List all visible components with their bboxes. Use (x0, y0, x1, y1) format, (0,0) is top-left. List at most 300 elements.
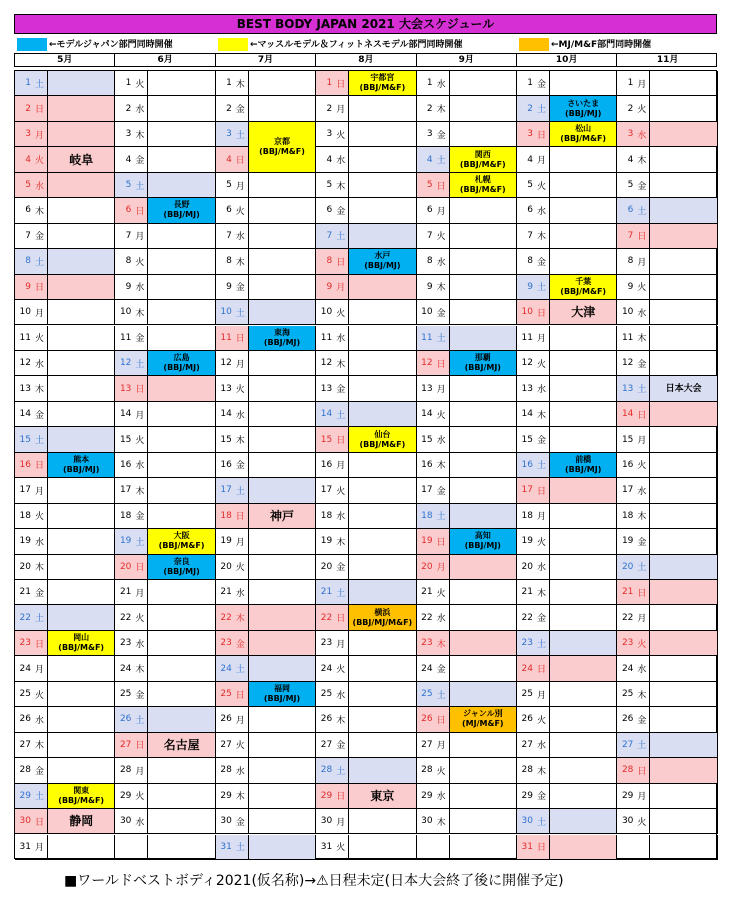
weekday-label: 木 (436, 817, 446, 828)
empty-cell (349, 682, 416, 707)
date-cell (115, 351, 148, 376)
weekday-label: 木 (135, 486, 145, 497)
date-cell (617, 376, 650, 401)
date-cell (617, 351, 650, 376)
date-cell (517, 224, 550, 249)
day-number: 11 (320, 332, 333, 343)
day-number: 14 (521, 409, 533, 420)
day-number: 9 (226, 281, 232, 292)
weekday-label: 木 (637, 156, 647, 167)
event-categories: (BBJ/MJ) (263, 694, 301, 704)
date-cell (15, 835, 48, 860)
weekday-label: 水 (336, 156, 346, 167)
empty-cell (650, 656, 717, 681)
day-number: 8 (627, 256, 634, 267)
empty-cell (249, 224, 316, 249)
empty-cell (349, 631, 416, 656)
empty-cell (550, 198, 617, 223)
empty-cell (550, 326, 617, 351)
date-cell (216, 453, 249, 478)
event-cell (249, 326, 316, 351)
date-cell (417, 504, 450, 529)
weekday-label: 土 (35, 257, 45, 268)
day-number: 27 (19, 739, 31, 750)
day-number: 9 (426, 281, 433, 292)
day-number: 17 (119, 485, 132, 496)
date-cell (216, 682, 249, 707)
date-cell (316, 733, 349, 758)
empty-cell (450, 300, 517, 325)
weekday-label: 日 (436, 359, 446, 370)
legend-swatch (519, 38, 549, 51)
weekday-label: 土 (235, 843, 245, 854)
empty-cell (48, 224, 115, 249)
weekday-label: 金 (637, 537, 647, 548)
day-number: 20 (320, 561, 333, 572)
day-number: 24 (521, 663, 533, 674)
date-cell (316, 656, 349, 681)
day-number: 2 (226, 103, 232, 114)
month-header-row (14, 53, 717, 67)
weekday-label: 土 (336, 410, 346, 421)
date-cell (216, 707, 249, 732)
weekday-label: 金 (537, 79, 547, 90)
day-number: 1 (527, 78, 533, 89)
date-cell (517, 605, 550, 630)
empty-cell (450, 605, 517, 630)
date-cell (15, 96, 48, 121)
empty-cell (550, 427, 617, 452)
day-number: 3 (627, 129, 634, 140)
weekday-label: 日 (637, 766, 647, 777)
empty-cell (550, 249, 617, 274)
event-cell (550, 275, 617, 300)
date-cell (115, 835, 148, 860)
day-number: 2 (125, 103, 132, 114)
day-number: 20 (19, 561, 31, 572)
empty-cell (349, 402, 416, 427)
weekday-label: 月 (637, 257, 647, 268)
date-cell (316, 631, 349, 656)
empty-cell (249, 631, 316, 656)
day-number: 14 (220, 409, 232, 420)
date-cell (115, 758, 148, 783)
weekday-label: 日 (235, 334, 245, 345)
date-cell (15, 351, 48, 376)
event-cell (349, 427, 416, 452)
empty-cell (550, 809, 617, 834)
day-number: 8 (527, 256, 533, 267)
weekday-label: 火 (637, 817, 647, 828)
day-number: 19 (320, 536, 333, 547)
empty-cell (148, 96, 215, 121)
date-cell (617, 402, 650, 427)
day-number: 30 (421, 816, 433, 827)
weekday-label: 土 (537, 639, 547, 650)
day-number: 3 (426, 129, 433, 140)
day-number: 6 (326, 205, 333, 216)
date-cell (115, 580, 148, 605)
date-cell (15, 605, 48, 630)
empty-cell (650, 529, 717, 554)
weekday-label: 水 (436, 436, 446, 447)
month-header: 7月 (216, 54, 316, 66)
empty-cell (650, 96, 717, 121)
weekday-label: 水 (135, 283, 145, 294)
weekday-label: 日 (235, 156, 245, 167)
event-cell (148, 198, 215, 223)
date-cell (617, 580, 650, 605)
weekday-label: 火 (537, 537, 547, 548)
empty-cell (349, 529, 416, 554)
date-cell (617, 605, 650, 630)
empty-cell (349, 351, 416, 376)
weekday-label: 月 (336, 817, 346, 828)
day-number: 2 (627, 103, 634, 114)
empty-cell (48, 733, 115, 758)
day-number: 16 (220, 459, 232, 470)
date-cell (517, 580, 550, 605)
day-number: 4 (226, 154, 232, 165)
date-cell (517, 71, 550, 96)
day-number: 9 (25, 281, 31, 292)
date-cell (115, 198, 148, 223)
empty-cell (349, 376, 416, 401)
empty-cell (650, 326, 717, 351)
weekday-label: 火 (235, 206, 245, 217)
day-number: 23 (421, 638, 433, 649)
calendar-grid (14, 70, 717, 859)
date-cell (316, 351, 349, 376)
weekday-label: 月 (35, 308, 45, 319)
day-number: 25 (220, 689, 232, 700)
month-header: 8月 (316, 54, 416, 66)
date-cell (517, 453, 550, 478)
weekday-label: 月 (235, 359, 245, 370)
day-number: 11 (19, 332, 31, 343)
empty-cell (249, 707, 316, 732)
date-cell (617, 478, 650, 503)
weekday-label: 木 (336, 359, 346, 370)
weekday-label: 日 (35, 461, 45, 472)
weekday-label: 火 (537, 715, 547, 726)
weekday-label: 火 (336, 843, 346, 854)
day-number: 21 (621, 587, 634, 598)
weekday-label: 木 (537, 232, 547, 243)
legend-label: ←MJ/M&F部門同時開催 (551, 40, 652, 50)
empty-cell (450, 249, 517, 274)
weekday-label: 金 (135, 156, 145, 167)
day-number: 5 (527, 180, 533, 191)
day-number: 25 (521, 689, 533, 700)
weekday-label: 月 (436, 385, 446, 396)
weekday-label: 木 (235, 614, 245, 625)
event-categories: (BBJ/MJ) (163, 363, 200, 373)
empty-cell (48, 707, 115, 732)
day-number: 3 (25, 129, 31, 140)
empty-cell (148, 402, 215, 427)
empty-cell (48, 275, 115, 300)
weekday-label: 金 (537, 257, 547, 268)
day-number: 10 (521, 307, 533, 318)
event-cell (450, 351, 517, 376)
day-number: 26 (320, 714, 333, 725)
date-cell (617, 529, 650, 554)
day-number: 9 (527, 281, 533, 292)
weekday-label: 月 (235, 181, 245, 192)
day-number: 21 (521, 587, 533, 598)
date-cell (216, 402, 249, 427)
day-number: 9 (326, 281, 333, 292)
weekday-label: 木 (235, 79, 245, 90)
day-number: 15 (621, 434, 634, 445)
empty-cell (650, 758, 717, 783)
event-categories: (BBJ/M&F) (359, 439, 406, 449)
weekday-label: 木 (135, 130, 145, 141)
weekday-label: 金 (35, 232, 45, 243)
day-number: 14 (320, 409, 333, 420)
day-number: 31 (521, 841, 533, 852)
date-cell (517, 326, 550, 351)
day-number: 24 (621, 663, 634, 674)
date-cell (316, 605, 349, 630)
event-categories: (BBJ/M&F) (459, 185, 506, 195)
empty-cell (450, 402, 517, 427)
date-cell (216, 758, 249, 783)
day-number: 11 (119, 332, 132, 343)
date-cell (617, 631, 650, 656)
day-number: 19 (119, 536, 132, 547)
empty-cell (349, 809, 416, 834)
date-cell (417, 580, 450, 605)
event-categories: (BBJ/M&F) (560, 134, 607, 144)
weekday-label: 火 (135, 79, 145, 90)
weekday-label: 水 (135, 105, 145, 116)
empty-cell (450, 427, 517, 452)
day-number: 16 (119, 459, 132, 470)
event-name: 東海 (273, 327, 290, 337)
date-cell (517, 682, 550, 707)
empty-cell (349, 504, 416, 529)
empty-cell (650, 555, 717, 580)
empty-cell (249, 580, 316, 605)
weekday-label: 土 (637, 563, 647, 574)
day-number: 23 (220, 638, 232, 649)
empty-cell (349, 173, 416, 198)
weekday-label: 火 (436, 232, 446, 243)
date-cell (517, 402, 550, 427)
empty-cell (48, 555, 115, 580)
date-cell (115, 631, 148, 656)
weekday-label: 日 (637, 410, 647, 421)
date-cell (115, 326, 148, 351)
empty-cell (450, 275, 517, 300)
footer-note: ■ワールドベストボディ2021(仮名称)→⚠日程未定(日本大会終了後に開催予定) (64, 873, 564, 889)
event-name: 前橋 (575, 454, 592, 464)
legend-swatch (218, 38, 248, 51)
weekday-label: 土 (537, 817, 547, 828)
day-number: 14 (119, 409, 132, 420)
weekday-label: 土 (336, 588, 346, 599)
date-cell (517, 275, 550, 300)
day-number: 28 (19, 765, 31, 776)
empty-cell (450, 326, 517, 351)
weekday-label: 月 (235, 715, 245, 726)
weekday-label: 日 (637, 588, 647, 599)
empty-cell (550, 555, 617, 580)
day-number: 3 (326, 129, 333, 140)
empty-cell (148, 376, 215, 401)
empty-cell (650, 605, 717, 630)
day-number: 8 (125, 256, 132, 267)
event-cell (349, 249, 416, 274)
weekday-label: 日 (537, 665, 547, 676)
date-cell (417, 96, 450, 121)
date-cell (15, 326, 48, 351)
weekday-label: 水 (436, 257, 446, 268)
date-cell (417, 605, 450, 630)
date-cell (517, 631, 550, 656)
date-cell (617, 326, 650, 351)
empty-cell (450, 733, 517, 758)
empty-cell (650, 173, 717, 198)
empty-cell (650, 707, 717, 732)
date-cell (617, 809, 650, 834)
day-number: 15 (220, 434, 232, 445)
date-cell (316, 758, 349, 783)
weekday-label: 土 (336, 766, 346, 777)
day-number: 10 (621, 307, 634, 318)
date-cell (417, 198, 450, 223)
day-number: 5 (226, 180, 232, 191)
day-number: 20 (220, 561, 232, 572)
date-cell (517, 758, 550, 783)
empty-cell (550, 478, 617, 503)
date-cell (617, 555, 650, 580)
date-cell (15, 529, 48, 554)
day-number: 16 (320, 459, 333, 470)
date-cell (115, 122, 148, 147)
date-cell (15, 784, 48, 809)
weekday-label: 月 (336, 283, 346, 294)
day-number: 29 (421, 790, 433, 801)
day-number: 8 (25, 256, 31, 267)
empty-cell (550, 376, 617, 401)
empty-cell (148, 453, 215, 478)
day-number: 25 (421, 689, 433, 700)
weekday-label: 月 (336, 639, 346, 650)
date-cell (316, 96, 349, 121)
weekday-label: 土 (235, 665, 245, 676)
date-cell (115, 275, 148, 300)
day-number: 4 (125, 154, 132, 165)
weekday-label: 月 (637, 79, 647, 90)
weekday-label: 火 (637, 105, 647, 116)
empty-cell (550, 656, 617, 681)
day-number: 21 (19, 587, 31, 598)
day-number: 29 (521, 790, 533, 801)
day-number: 12 (521, 358, 533, 369)
day-number: 24 (119, 663, 132, 674)
weekday-label: 金 (637, 181, 647, 192)
empty-cell (48, 122, 115, 147)
weekday-label: 火 (537, 359, 547, 370)
day-number: 29 (320, 790, 333, 801)
empty-cell (48, 656, 115, 681)
empty-cell (48, 758, 115, 783)
weekday-label: 火 (436, 766, 446, 777)
date-cell (15, 504, 48, 529)
empty-cell (550, 707, 617, 732)
empty-cell (550, 529, 617, 554)
date-cell (316, 224, 349, 249)
weekday-label: 月 (35, 665, 45, 676)
weekday-label: 火 (436, 410, 446, 421)
empty-cell (249, 656, 316, 681)
empty-cell (148, 580, 215, 605)
date-cell (417, 402, 450, 427)
date-cell (115, 555, 148, 580)
day-number: 5 (326, 180, 333, 191)
empty-cell (349, 580, 416, 605)
date-cell (216, 605, 249, 630)
event-name: 名古屋 (163, 737, 200, 752)
weekday-label: 金 (537, 614, 547, 625)
empty-cell (249, 733, 316, 758)
date-cell (115, 605, 148, 630)
empty-cell (550, 224, 617, 249)
month-header: 5月 (15, 54, 115, 66)
day-number: 13 (421, 383, 433, 394)
empty-cell (550, 605, 617, 630)
empty-cell (48, 300, 115, 325)
event-name: 静岡 (69, 814, 94, 829)
weekday-label: 月 (135, 410, 145, 421)
event-cell (550, 453, 617, 478)
event-cell (148, 351, 215, 376)
empty-cell (349, 835, 416, 860)
empty-cell (349, 453, 416, 478)
event-name: 高知 (474, 531, 491, 541)
event-name: 宇都宮 (370, 73, 395, 83)
date-cell (216, 555, 249, 580)
weekday-label: 金 (436, 130, 446, 141)
weekday-label: 金 (637, 715, 647, 726)
empty-cell (349, 300, 416, 325)
month-header: 10月 (517, 54, 617, 66)
weekday-label: 火 (336, 665, 346, 676)
day-number: 16 (421, 459, 433, 470)
empty-cell (450, 71, 517, 96)
event-cell (450, 147, 517, 172)
day-number: 13 (521, 383, 533, 394)
weekday-label: 月 (436, 206, 446, 217)
date-cell (216, 580, 249, 605)
event-categories: (BBJ/M&F) (560, 286, 607, 296)
event-name: 大津 (571, 305, 596, 320)
weekday-label: 土 (537, 461, 547, 472)
empty-cell (249, 198, 316, 223)
date-cell (115, 96, 148, 121)
event-categories: (BBJ/M&F) (158, 541, 205, 551)
day-number: 10 (119, 307, 132, 318)
date-cell (15, 300, 48, 325)
empty-cell (650, 300, 717, 325)
date-cell (417, 656, 450, 681)
legend-label: ←マッスルモデル＆フィットネスモデル部門同時開催 (250, 40, 463, 50)
weekday-label: 日 (135, 385, 145, 396)
date-cell (216, 275, 249, 300)
